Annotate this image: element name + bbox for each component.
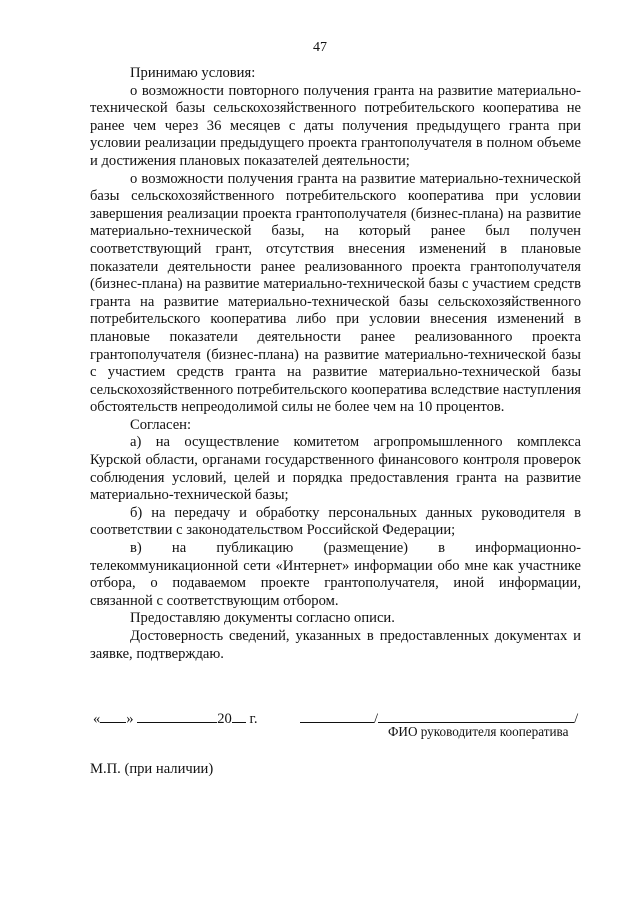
- date-month-blank: [137, 708, 217, 723]
- signature-date-field: [93, 708, 258, 728]
- signature-caption: ФИО руководителя кооператива: [388, 724, 569, 739]
- document-body: [90, 65, 581, 663]
- paragraph-condition-new-grant: о возможности получения гранта на развитие материально-технической базы сельскохозяйственного потребительского кооператива при условии завершения реализации проекта грантополучателя (бизнес-плана) на развитие материально-технической базы, на который ранее был получен соответствующий грант, отсутствия внесения изменений в плановые показатели деятельности ранее реализованного проекта грантополучателя (бизнес-плана) на развитие материально-технической базы с участием средств гранта на развитие материально-технической базы сельскохозяйственного потребительского кооператива либо при условии внесения изменений в плановые показатели деятельности ранее реализованного проекта грантополучателя (бизнес-плана) на развитие материально-технической базы с участием средств гранта на развитие материально-технической базы сельскохозяйственного потребительского кооператива вследствие наступления обстоятельств непреодолимой силы не более чем на 10 процентов.: [90, 170, 581, 416]
- paragraph-consent-inspection: а) на осуществление комитетом агропромышленного комплекса Курской области, органами государственного финансового контроля проверок соблюдения условий, целей и порядка предоставления гранта на развитие материально-технической базы;: [90, 434, 581, 504]
- signature-slash-2: /: [574, 711, 579, 727]
- signature-slash-1: /: [374, 711, 379, 727]
- date-year-prefix: 20: [217, 711, 232, 727]
- page-number: 47: [313, 40, 327, 55]
- date-quote-close: »: [126, 711, 134, 727]
- date-quote-open: «: [93, 711, 101, 727]
- date-year-blank: [232, 708, 246, 723]
- date-year-suffix: г.: [249, 711, 258, 727]
- paragraph-consent-heading: Согласен:: [130, 416, 192, 433]
- fullname-blank: [378, 708, 574, 723]
- date-day-blank: [100, 708, 126, 723]
- stamp-note: М.П. (при наличии): [90, 761, 214, 777]
- paragraph-consent-personal-data: б) на передачу и обработку персональных данных руководителя в соответствии с законодательством Российской Федерации;: [90, 504, 581, 539]
- paragraph-consent-publication: в) на публикацию (размещение) в информационно-телекоммуникационной сети «Интернет» информации обо мне как участнике отбора, о подаваемом проекте грантополучателя, иной информации, связанной с соответствующим отбором.: [90, 540, 581, 609]
- signature-blank: [300, 708, 374, 723]
- paragraph-documents: Предоставляю документы согласно описи.: [130, 610, 395, 627]
- paragraph-confirmation: Достоверность сведений, указанных в предоставленных документах и заявке, подтверждаю.: [90, 628, 581, 662]
- paragraph-conditions-heading: Принимаю условия:: [130, 65, 256, 81]
- paragraph-condition-repeat-grant: о возможности повторного получения гранта на развитие материально-технической базы сельскохозяйственного потребительского кооператива не ранее чем через 36 месяцев с даты получения предыдущего гранта при условии реализации предыдущего проекта грантополучателя в полном объеме и достижения плановых показателей деятельности;: [90, 82, 581, 169]
